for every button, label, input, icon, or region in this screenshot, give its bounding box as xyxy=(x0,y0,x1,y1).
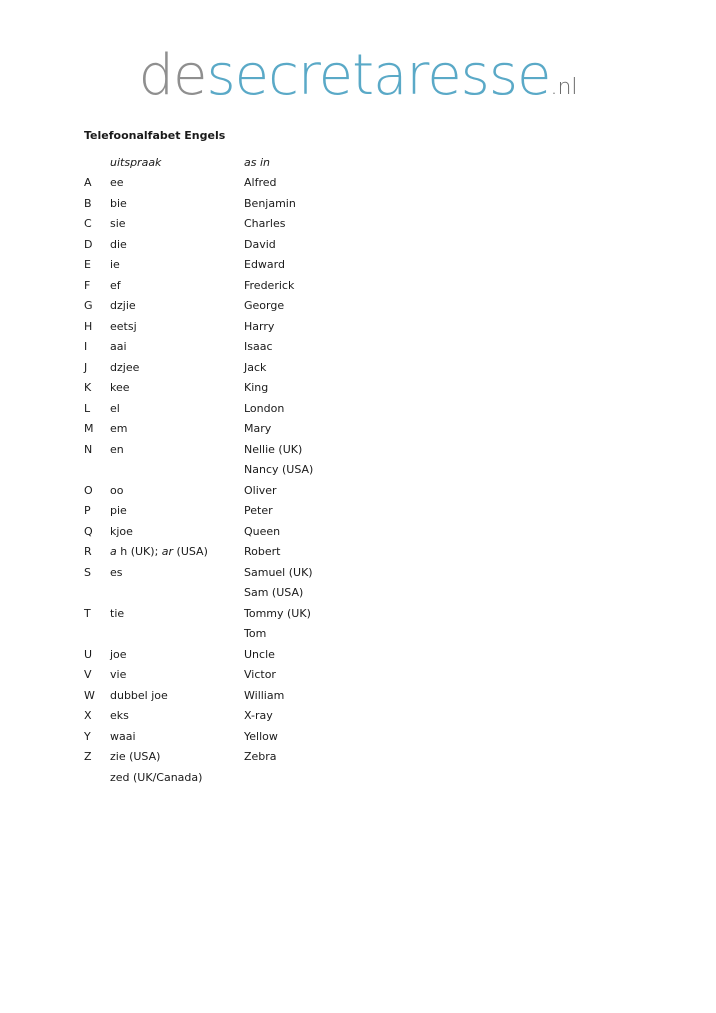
row-as-in: Queen xyxy=(244,524,281,538)
row-pronunciation: eetsj xyxy=(110,319,137,333)
table-row xyxy=(84,726,384,747)
row-as-in: George xyxy=(244,299,285,313)
row-letter: K xyxy=(84,381,92,395)
table-row xyxy=(84,562,384,583)
row-letter: Y xyxy=(84,729,91,743)
row-as-in: Isaac xyxy=(244,340,273,354)
row-pronunciation: kjoe xyxy=(110,524,133,538)
row-pronunciation: em xyxy=(110,422,128,436)
row-letter: O xyxy=(84,483,93,497)
site-logo xyxy=(0,43,716,108)
row-as-in: X-ray xyxy=(244,709,273,723)
row-letter: V xyxy=(84,668,92,682)
row-as-in: Peter xyxy=(244,504,273,518)
row-pronunciation: pie xyxy=(110,504,127,518)
row-pronunciation: sie xyxy=(110,217,126,231)
row-pronunciation: aai xyxy=(110,340,127,354)
row-as-in: Victor xyxy=(244,668,276,682)
row-pronunciation: zed (UK/Canada) xyxy=(110,770,203,784)
row-pronunciation: es xyxy=(110,565,123,579)
row-pronunciation: dubbel joe xyxy=(110,688,168,702)
table-row xyxy=(84,255,384,276)
table-row xyxy=(84,316,384,337)
row-as-in: London xyxy=(244,401,285,415)
row-pronunciation: zie (USA) xyxy=(110,750,161,764)
row-as-in: Robert xyxy=(244,545,281,559)
table-row xyxy=(84,275,384,296)
table-row xyxy=(84,398,384,419)
table-row xyxy=(84,419,384,440)
row-pronunciation: ef xyxy=(110,278,121,292)
row-letter: D xyxy=(84,237,93,251)
logo-domain: .nl xyxy=(550,75,578,100)
row-as-in: Yellow xyxy=(244,729,278,743)
row-as-in: Harry xyxy=(244,319,275,333)
row-pronunciation: vie xyxy=(110,668,127,682)
row-letter: J xyxy=(84,360,88,374)
row-as-in: Nellie (UK) xyxy=(244,442,303,456)
row-letter: F xyxy=(84,278,91,292)
row-letter: N xyxy=(84,442,93,456)
row-as-in: King xyxy=(244,381,269,395)
row-as-in: Zebra xyxy=(244,750,277,764)
row-as-in: Edward xyxy=(244,258,285,272)
row-as-in: Benjamin xyxy=(244,196,296,210)
row-pronunciation: tie xyxy=(110,606,125,620)
table-row xyxy=(84,747,384,768)
logo-prefix: de xyxy=(138,43,207,108)
pron-part-italic: ar xyxy=(161,545,174,559)
row-letter: C xyxy=(84,217,92,231)
table-row xyxy=(84,439,384,460)
row-pronunciation: dzjie xyxy=(110,299,136,313)
row-pronunciation: ie xyxy=(110,258,120,272)
row-pronunciation: waai xyxy=(110,729,136,743)
row-pronunciation: bie xyxy=(110,196,127,210)
table-row xyxy=(84,193,384,214)
table-row xyxy=(84,337,384,358)
row-letter: R xyxy=(84,545,92,559)
table-row xyxy=(84,542,384,563)
table-row xyxy=(84,767,384,788)
row-letter: G xyxy=(84,299,93,313)
row-pronunciation xyxy=(110,545,244,558)
row-as-in: Oliver xyxy=(244,483,277,497)
table-row xyxy=(84,521,384,542)
row-as-in: Samuel (UK) xyxy=(244,565,313,579)
row-as-in: Charles xyxy=(244,217,286,231)
header-as-in: as in xyxy=(244,155,270,169)
header-pronunciation: uitspraak xyxy=(110,155,162,169)
row-pronunciation: kee xyxy=(110,381,130,395)
row-letter: T xyxy=(84,606,91,620)
row-pronunciation: ee xyxy=(110,176,124,190)
row-as-in: Frederick xyxy=(244,278,295,292)
row-as-in: William xyxy=(244,688,285,702)
table-row xyxy=(84,603,384,624)
table-row xyxy=(84,644,384,665)
pron-part-italic: a xyxy=(110,545,117,559)
row-pronunciation: el xyxy=(110,401,120,415)
table-row xyxy=(84,624,384,645)
row-letter: Z xyxy=(84,750,92,764)
table-row xyxy=(84,173,384,194)
row-as-in: Tom xyxy=(244,627,267,641)
row-letter: A xyxy=(84,176,92,190)
row-letter: H xyxy=(84,319,93,333)
row-pronunciation: en xyxy=(110,442,124,456)
row-as-in: Nancy (USA) xyxy=(244,463,314,477)
table-header-row xyxy=(84,152,384,173)
row-as-in: David xyxy=(244,237,276,251)
row-letter: M xyxy=(84,422,94,436)
table-row xyxy=(84,378,384,399)
row-letter: X xyxy=(84,709,92,723)
table-row xyxy=(84,583,384,604)
row-letter: I xyxy=(84,340,88,354)
row-letter: B xyxy=(84,196,92,210)
table-row xyxy=(84,480,384,501)
row-as-in: Uncle xyxy=(244,647,275,661)
row-as-in: Mary xyxy=(244,422,272,436)
document-title: Telefoonalfabet Engels xyxy=(84,129,226,142)
row-letter: W xyxy=(84,688,95,702)
row-pronunciation: oo xyxy=(110,483,124,497)
row-letter: L xyxy=(84,401,91,415)
row-pronunciation: die xyxy=(110,237,127,251)
table-row xyxy=(84,685,384,706)
table-row xyxy=(84,501,384,522)
row-pronunciation: eks xyxy=(110,709,129,723)
row-as-in: Alfred xyxy=(244,176,277,190)
pron-part: (USA) xyxy=(173,545,208,559)
table-row xyxy=(84,214,384,235)
table-row xyxy=(84,665,384,686)
row-letter: E xyxy=(84,258,91,272)
table-row xyxy=(84,234,384,255)
row-pronunciation: joe xyxy=(110,647,127,661)
table-row xyxy=(84,460,384,481)
table-row xyxy=(84,296,384,317)
logo-name: secretaresse xyxy=(206,43,551,108)
row-letter: Q xyxy=(84,524,93,538)
row-letter: P xyxy=(84,504,91,518)
row-as-in: Tommy (UK) xyxy=(244,606,311,620)
row-letter: U xyxy=(84,647,93,661)
row-as-in: Jack xyxy=(244,360,267,374)
row-letter: S xyxy=(84,565,91,579)
phonetic-alphabet-table xyxy=(84,152,384,788)
row-pronunciation: dzjee xyxy=(110,360,140,374)
row-as-in: Sam (USA) xyxy=(244,586,304,600)
pron-part: h (UK); xyxy=(116,545,162,559)
table-row xyxy=(84,706,384,727)
table-row xyxy=(84,357,384,378)
